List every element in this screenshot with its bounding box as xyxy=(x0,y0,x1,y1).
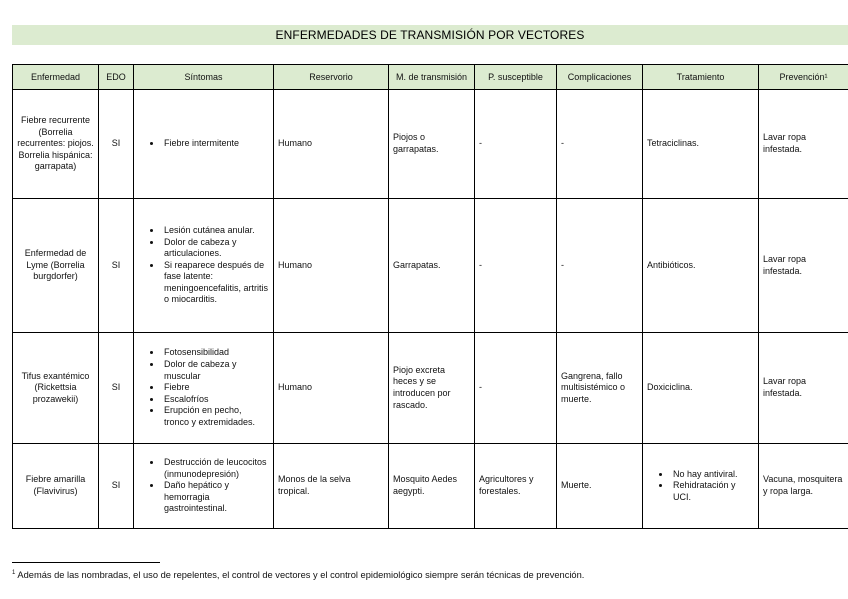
symptom-item: • Daño hepático y hemorragia gastrointestinal. xyxy=(162,480,269,515)
cell-edo: SI xyxy=(99,444,134,529)
header-reservorio: Reservorio xyxy=(274,65,389,90)
cell-enfermedad: Fiebre recurrente (Borrelia recurrentes: piojos. Borrelia hispánica: garrapata) xyxy=(13,90,99,199)
symptom-item: • Fiebre intermitente xyxy=(162,138,269,150)
cell-edo: SI xyxy=(99,90,134,199)
symptom-item: • Erupción en pecho, tronco y extremidades. xyxy=(162,405,269,428)
treatment-item: • Rehidratación y UCI. xyxy=(671,480,754,503)
cell-tratamiento: Doxiciclina. xyxy=(643,333,759,444)
cell-edo: SI xyxy=(99,333,134,444)
cell-transmision: Mosquito Aedes aegypti. xyxy=(389,444,475,529)
footnote-text: Además de las nombradas, el uso de repelentes, el control de vectores y el control epidemiológico siempre serán técnicas de prevención. xyxy=(17,570,585,580)
cell-prevencion: Lavar ropa infestada. xyxy=(759,90,848,199)
header-tratamiento: Tratamiento xyxy=(643,65,759,90)
document-title: ENFERMEDADES DE TRANSMISIÓN POR VECTORES xyxy=(12,25,848,45)
header-transmision: M. de transmisión xyxy=(389,65,475,90)
table-row xyxy=(13,444,848,529)
cell-tratamiento: Tetraciclinas. xyxy=(643,90,759,199)
cell-reservorio: Humano xyxy=(274,199,389,333)
cell-prevencion: Lavar ropa infestada. xyxy=(759,333,848,444)
treatment-item: • No hay antiviral. xyxy=(671,469,754,481)
cell-transmision: Piojo excreta heces y se introducen por rascado. xyxy=(389,333,475,444)
cell-enfermedad: Enfermedad de Lyme (Borrelia burgdorfer) xyxy=(13,199,99,333)
header-sintomas: Síntomas xyxy=(134,65,274,90)
symptom-item: • Escalofríos xyxy=(162,394,269,406)
cell-tratamiento xyxy=(643,444,759,529)
cell-transmision: Piojos o garrapatas. xyxy=(389,90,475,199)
footnote-mark: 1 xyxy=(12,570,16,576)
header-prevencion: Prevención¹ xyxy=(759,65,848,90)
header-edo: EDO xyxy=(99,65,134,90)
cell-tratamiento: Antibióticos. xyxy=(643,199,759,333)
cell-complicaciones: - xyxy=(557,199,643,333)
cell-enfermedad: Fiebre amarilla (Flavivirus) xyxy=(13,444,99,529)
symptom-item: • Dolor de cabeza y muscular xyxy=(162,359,269,382)
header-row xyxy=(13,65,848,90)
symptom-item: • Si reaparece después de fase latente: meningoencefalitis, artritis o miocarditis. xyxy=(162,260,269,306)
cell-complicaciones: Gangrena, fallo multisistémico o muerte. xyxy=(557,333,643,444)
cell-susceptible: - xyxy=(475,199,557,333)
cell-sintomas xyxy=(134,444,274,529)
vector-diseases-table xyxy=(12,64,848,529)
footnote xyxy=(12,570,584,580)
header-complicaciones: Complicaciones xyxy=(557,65,643,90)
cell-sintomas xyxy=(134,199,274,333)
symptom-item: • Lesión cutánea anular. xyxy=(162,225,269,237)
cell-susceptible: Agricultores y forestales. xyxy=(475,444,557,529)
header-enfermedad: Enfermedad xyxy=(13,65,99,90)
symptom-item: • Dolor de cabeza y articulaciones. xyxy=(162,237,269,260)
symptom-item: • Fotosensibilidad xyxy=(162,347,269,359)
cell-reservorio: Humano xyxy=(274,333,389,444)
cell-reservorio: Humano xyxy=(274,90,389,199)
cell-reservorio: Monos de la selva tropical. xyxy=(274,444,389,529)
table-row xyxy=(13,90,848,199)
symptom-item: • Fiebre xyxy=(162,382,269,394)
header-susceptible: P. susceptible xyxy=(475,65,557,90)
cell-enfermedad: Tifus exantémico (Rickettsia prozawekii) xyxy=(13,333,99,444)
cell-sintomas xyxy=(134,90,274,199)
footnote-divider xyxy=(12,562,160,563)
cell-prevencion: Vacuna, mosquitera y ropa larga. xyxy=(759,444,848,529)
cell-sintomas xyxy=(134,333,274,444)
cell-prevencion: Lavar ropa infestada. xyxy=(759,199,848,333)
symptom-item: • Destrucción de leucocitos (inmunodepresión) xyxy=(162,457,269,480)
cell-edo: SI xyxy=(99,199,134,333)
cell-complicaciones: Muerte. xyxy=(557,444,643,529)
cell-transmision: Garrapatas. xyxy=(389,199,475,333)
table-row xyxy=(13,333,848,444)
cell-susceptible: - xyxy=(475,333,557,444)
cell-complicaciones: - xyxy=(557,90,643,199)
cell-susceptible: - xyxy=(475,90,557,199)
table-row xyxy=(13,199,848,333)
